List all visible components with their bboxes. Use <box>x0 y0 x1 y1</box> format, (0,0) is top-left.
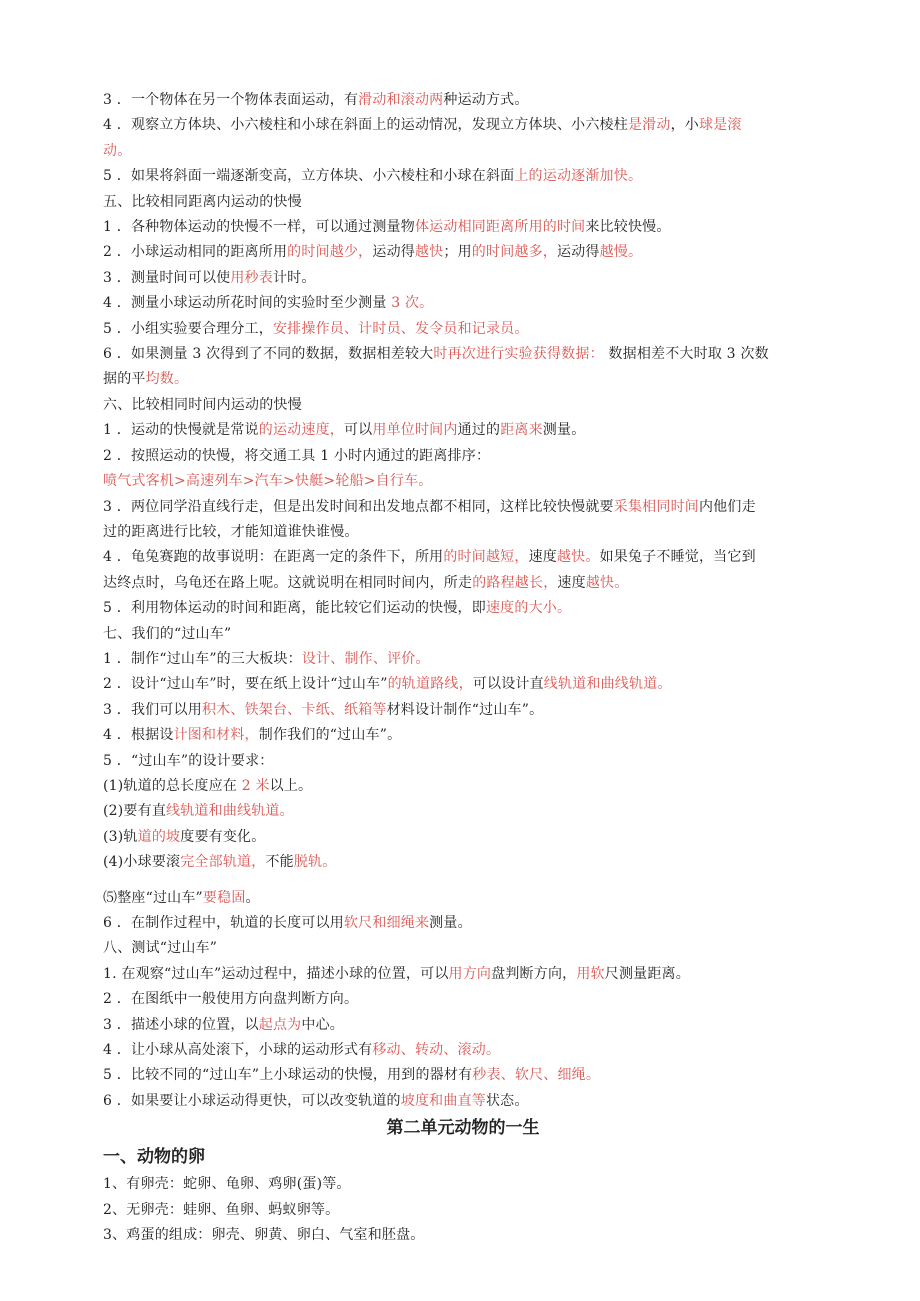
text-segment: 1 ．制作“过山车”的三大板块： <box>103 650 302 667</box>
text-line <box>103 886 823 911</box>
text-segment: 3 ．描述小球的位置，以 <box>103 1016 259 1033</box>
text-line <box>103 825 823 850</box>
text-line <box>103 444 823 469</box>
text-segment: 1 ．各种物体运动的快慢不一样，可以通过测量物 <box>103 219 415 236</box>
text-line <box>103 393 823 418</box>
text-segment: 计时。 <box>272 269 316 286</box>
text-segment: 5 ．如果将斜面一端逐渐变高，立方体块、小六棱柱和小球在斜面 <box>103 168 515 185</box>
text-segment: 达终点时，乌龟还在路上呢。这就说明在相同时间内，所走 <box>103 574 473 591</box>
text-segment: (1)轨道的总长度应在 <box>103 777 242 794</box>
answer-highlight: 道的坡 <box>137 828 181 845</box>
text-line <box>103 266 823 291</box>
text-segment: 4 ．龟兔赛跑的故事说明：在距离一定的条件下，所用 <box>103 549 444 566</box>
answer-highlight: 设计、制作、评价。 <box>301 650 430 667</box>
text-line <box>103 317 823 342</box>
text-segment: 3 ．两位同学沿直线行走，但是出发时间和出发地点都不相同，这样比较快慢就要 <box>103 498 614 515</box>
text-line <box>103 418 823 443</box>
text-segment: 五、比较相同距离内运动的快慢 <box>103 193 302 210</box>
answer-highlight: 的时间越少， <box>287 244 373 261</box>
text-line <box>103 545 823 570</box>
text-segment: 3 ．我们可以用 <box>103 701 202 718</box>
text-line <box>103 495 823 520</box>
text-segment: 测量。 <box>542 422 586 439</box>
text-segment: 不能 <box>265 854 294 871</box>
spacer <box>103 876 823 886</box>
text-segment: 5 ．“过山车”的设计要求： <box>103 752 274 769</box>
text-line <box>103 139 823 164</box>
answer-highlight: 采集相同时间 <box>613 498 699 515</box>
text-segment: (2)要有直 <box>103 803 167 820</box>
text-segment: 以上。 <box>269 777 313 794</box>
answer-highlight: 积木、铁架台、卡纸、纸箱等 <box>201 701 387 718</box>
unit-title: 第二单元动物的一生 <box>386 1118 540 1139</box>
section-list <box>103 1172 823 1248</box>
text-line <box>103 774 823 799</box>
text-line <box>103 367 823 392</box>
document-page <box>103 88 823 1248</box>
answer-highlight: 的时间越短， <box>443 549 529 566</box>
answer-highlight: 完全部轨道， <box>180 854 266 871</box>
answer-highlight: 的运动速度， <box>258 422 344 439</box>
text-segment: ，小 <box>670 117 699 134</box>
text-segment: 4 ．根据设 <box>103 727 174 744</box>
answer-highlight: 用单位时间内 <box>372 422 458 439</box>
text-segment: 1 ．运动的快慢就是常说 <box>103 422 259 439</box>
text-segment: 4 ．观察立方体块、小六棱柱和小球在斜面上的运动情况，发现立方体块、小六棱柱 <box>103 117 628 134</box>
answer-highlight: 体运动相同距离所用的时间 <box>414 219 586 236</box>
answer-highlight: 坡度和曲直等 <box>400 1092 486 1109</box>
text-segment: 盘判断方向， <box>491 965 577 982</box>
text-segment: 八、测试“过山车” <box>103 940 218 957</box>
answer-highlight: 喷气式客机>高速列车>汽车>快艇>轮船>自行车。 <box>103 473 433 490</box>
answer-highlight: 均数。 <box>145 371 189 388</box>
answer-highlight: 用软 <box>576 965 605 982</box>
answer-highlight: 脱轨。 <box>293 854 337 871</box>
list-item: 3、鸡蛋的组成：卵壳、卵黄、卵白、气室和胚盘。 <box>103 1227 425 1244</box>
section-heading: 一、动物的卵 <box>103 1147 205 1168</box>
text-segment: 来比较快慢。 <box>585 219 671 236</box>
answer-highlight: 越快。 <box>556 549 600 566</box>
answer-highlight: 滑动和滚动两 <box>358 92 444 108</box>
text-segment: 通过的 <box>457 422 501 439</box>
answer-highlight: 2 米 <box>241 777 270 794</box>
text-line <box>103 1013 823 1038</box>
answer-highlight: 距离来 <box>500 422 543 439</box>
answer-highlight: 的时间越多， <box>471 244 557 261</box>
answer-highlight: 用秒表 <box>230 269 273 286</box>
text-line <box>103 987 823 1012</box>
text-segment: 运动得 <box>372 244 415 261</box>
text-segment: 6 ．在制作过程中，轨道的长度可以用 <box>103 915 344 931</box>
list-item: 1、有卵壳：蛇卵、龟卵、鸡卵(蛋)等。 <box>103 1176 351 1193</box>
text-line <box>103 215 823 240</box>
text-line <box>103 469 823 494</box>
answer-highlight: 的轨道路线， <box>387 676 473 693</box>
answer-highlight: 用方向 <box>448 965 492 982</box>
text-segment: 。 <box>245 889 260 906</box>
text-line <box>103 164 823 189</box>
answer-highlight: 是滑动 <box>627 117 671 134</box>
text-segment: 内他们走 <box>698 498 756 515</box>
text-segment: 材料设计制作“过山车”。 <box>386 701 544 718</box>
answer-highlight: 秒表、软尺、细绳。 <box>472 1067 601 1084</box>
text-segment: 1. 在观察“过山车”运动过程中，描述小球的位置，可以 <box>103 965 449 982</box>
text-segment: 3 ．测量时间可以使 <box>103 269 231 286</box>
list-item: 2、无卵壳：蛙卵、鱼卵、蚂蚁卵等。 <box>103 1201 340 1218</box>
text-segment: 中心。 <box>301 1016 344 1033</box>
text-segment: 可以 <box>343 422 373 439</box>
text-line <box>103 936 823 961</box>
text-segment: 据的平 <box>103 371 146 388</box>
text-segment: 测量。 <box>429 915 472 931</box>
text-segment: ；用 <box>443 244 472 261</box>
text-line <box>103 291 823 316</box>
text-line <box>103 88 823 113</box>
text-segment: 可以设计直 <box>472 676 544 693</box>
text-line <box>103 622 823 647</box>
text-segment: 数据相差不大时取 3 次数 <box>603 346 769 363</box>
notes-body <box>103 88 823 1114</box>
answer-highlight: 上的运动逐渐加快。 <box>514 168 643 185</box>
text-line <box>103 698 823 723</box>
text-line <box>103 520 823 545</box>
text-segment: (3)轨 <box>103 828 138 845</box>
text-segment: 2 ．小球运动相同的距离所用 <box>103 244 288 261</box>
text-line <box>103 911 823 936</box>
answer-highlight: 要稳固 <box>202 889 246 906</box>
text-segment: 5 ．比较不同的“过山车”上小球运动的快慢，用到的器材有 <box>103 1067 473 1084</box>
text-line <box>103 850 823 875</box>
text-segment: 六、比较相同时间内运动的快慢 <box>103 396 302 413</box>
text-segment: (4)小球要滚 <box>103 854 181 871</box>
answer-highlight: 计图和材料， <box>173 727 259 744</box>
text-segment: 速度 <box>528 549 557 566</box>
answer-highlight: 速度的大小。 <box>485 600 572 617</box>
text-segment: 状态。 <box>485 1092 529 1109</box>
text-segment: 2 ．在图纸中一般使用方向盘判断方向。 <box>103 991 359 1008</box>
answer-highlight: 动。 <box>103 142 132 159</box>
text-segment: 4 ．测量小球运动所花时间的实验时至少测量 <box>103 295 392 312</box>
text-segment: 尺测量距离。 <box>604 965 690 982</box>
text-line <box>103 1063 823 1088</box>
text-line <box>103 672 823 697</box>
text-segment: 度要有变化。 <box>180 828 266 845</box>
text-line <box>103 240 823 265</box>
text-segment: 4 ．让小球从高处滚下，小球的运动形式有 <box>103 1042 373 1059</box>
text-line <box>103 571 823 596</box>
answer-highlight: 越慢。 <box>599 244 643 261</box>
text-segment: ⑸整座“过山车” <box>103 889 203 906</box>
text-segment: 3 ．一个物体在另一个物体表面运动，有 <box>103 92 359 108</box>
text-segment: 2 ．按照运动的快慢，将交通工具 1 小时内通过的距离排序： <box>103 447 491 464</box>
answer-highlight: 线轨道和曲线轨道。 <box>543 676 672 693</box>
text-segment: 如果兔子不睡觉，当它到 <box>599 549 756 566</box>
answer-highlight: 球是滚 <box>698 117 742 134</box>
text-line <box>103 647 823 672</box>
text-segment: 种运动方式。 <box>443 92 529 108</box>
text-segment: 过的距离进行比较，才能知道谁快谁慢。 <box>103 523 359 540</box>
answer-highlight: 越快 <box>414 244 444 261</box>
answer-highlight: 越快。 <box>585 574 629 591</box>
answer-highlight: 3 次。 <box>391 295 434 312</box>
answer-highlight: 移动、转动、滚动。 <box>372 1042 501 1059</box>
text-line <box>103 1089 823 1114</box>
answer-highlight: 起点为 <box>258 1016 302 1033</box>
text-line <box>103 799 823 824</box>
text-line <box>103 113 823 138</box>
text-line <box>103 962 823 987</box>
text-segment: 七、我们的“过山车” <box>103 625 232 642</box>
text-segment: 速度 <box>557 574 586 591</box>
text-line <box>103 596 823 621</box>
text-segment: 5 ．利用物体运动的时间和距离，能比较它们运动的快慢，即 <box>103 600 486 617</box>
answer-highlight: 线轨道和曲线轨道。 <box>166 803 294 820</box>
text-line <box>103 190 823 215</box>
text-line <box>103 723 823 748</box>
text-segment: 5 ．小组实验要合理分工， <box>103 320 273 337</box>
text-segment: 6 ．如果要让小球运动得更快，可以改变轨道的 <box>103 1092 401 1109</box>
text-segment: 运动得 <box>557 244 600 261</box>
answer-highlight: 的路程越长， <box>472 574 558 591</box>
text-segment: 6 ．如果测量 3 次得到了不同的数据，数据相差较大 <box>103 346 434 363</box>
text-segment: 2 ．设计“过山车”时，要在纸上设计“过山车” <box>103 676 388 693</box>
answer-highlight: 时再次进行实验获得数据： <box>433 346 604 363</box>
text-line <box>103 749 823 774</box>
text-line <box>103 342 823 367</box>
answer-highlight: 软尺和细绳来 <box>343 915 430 931</box>
text-line <box>103 1038 823 1063</box>
answer-highlight: 安排操作员、计时员、发令员和记录员。 <box>272 320 529 337</box>
text-segment: 制作我们的“过山车”。 <box>258 727 402 744</box>
